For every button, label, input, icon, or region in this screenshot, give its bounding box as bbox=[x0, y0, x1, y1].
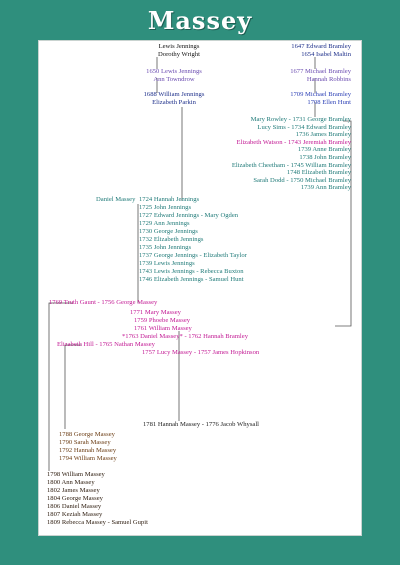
tree-name: 1794 William Massey bbox=[59, 455, 117, 462]
tree-name: 1806 Daniel Massey bbox=[47, 503, 102, 510]
tree-name: 1738 John Bramley bbox=[299, 154, 351, 161]
tree-name: 1809 Rebecca Massey - Samuel Gupit bbox=[47, 519, 148, 526]
tree-name: 1730 George Jennings bbox=[139, 228, 198, 235]
tree-name: 1677 Michael Bramley bbox=[290, 68, 351, 75]
tree-name: 1804 George Massey bbox=[47, 495, 103, 502]
tree-name: 1688 William Jennings bbox=[143, 91, 205, 98]
tree-name: 1802 James Massey bbox=[47, 487, 100, 494]
tree-name: 1724 Hannah Jennings bbox=[139, 196, 200, 203]
tree-name: 1727 Edward Jennings - Mary Ogden bbox=[139, 212, 239, 219]
tree-name: *1763 Daniel Massey* - 1762 Hannah Bramley bbox=[122, 333, 248, 340]
tree-name: 1757 Lucy Massey - 1757 James Hopkinson bbox=[142, 349, 260, 356]
tree-name: Daniel Massey bbox=[96, 196, 136, 203]
tree-name: 1743 Lewis Jennings - Rebecca Buxton bbox=[139, 268, 244, 275]
tree-name: Elizabeth Watson - 1743 Jeremiah Bramley bbox=[236, 138, 351, 146]
tree-name: 1725 John Jennings bbox=[139, 204, 192, 211]
tree-name: 1735 John Jennings bbox=[139, 244, 192, 251]
tree-name: Elizabeth Parkin bbox=[152, 98, 196, 106]
tree-name: 1729 Ann Jennings bbox=[139, 220, 190, 227]
tree-name: 1709 Michael Bramley bbox=[290, 91, 351, 98]
tree-name: 1732 Elizabeth Jennings bbox=[139, 236, 204, 243]
tree-name: 1654 Isabel Maltin bbox=[301, 50, 351, 58]
tree-name: Dorothy Wright bbox=[158, 50, 200, 58]
tree-name: 1737 George Jennings - Elizabeth Taylor bbox=[139, 252, 247, 259]
tree-name: 1739 Ann Bramley bbox=[300, 184, 351, 192]
tree-name: 1748 Elizabeth Bramley bbox=[286, 169, 351, 177]
tree-name: 1736 James Bramley bbox=[295, 131, 351, 139]
tree-name: 1800 Ann Massey bbox=[47, 479, 95, 486]
tree-name: 1761 William Massey bbox=[134, 325, 192, 332]
tree-name: Sarah Dodd - 1750 Michael Bramley bbox=[253, 176, 351, 184]
tree-name: 1781 Hannah Massey - 1776 Jacob Whysall bbox=[143, 421, 259, 428]
tree-name: 1790 Sarah Massey bbox=[59, 439, 111, 446]
tree-name: Hannah Robbins bbox=[306, 75, 351, 83]
connector-line bbox=[65, 345, 81, 429]
tree-name: 1650 Lewis Jennings bbox=[146, 68, 202, 75]
tree-name: 1798 William Massey bbox=[47, 471, 105, 478]
tree-name: 1788 George Massey bbox=[59, 431, 115, 438]
tree-name: 1746 Elizabeth Jennings - Samuel Hunt bbox=[139, 276, 244, 283]
tree-name: 1771 Mary Massey bbox=[130, 309, 181, 316]
tree-name: Lucy Sims - 1734 Edward Bramley bbox=[257, 123, 351, 131]
tree-name: Elizabeth Hill - 1765 Nathan Massey bbox=[57, 341, 155, 348]
family-tree-sheet bbox=[38, 40, 362, 536]
tree-name: Lewis Jennings bbox=[158, 43, 200, 50]
tree-name: 1739 Anne Bramley bbox=[297, 146, 351, 154]
tree-name: 1708 Ellen Hunt bbox=[307, 98, 351, 106]
tree-name: 1739 Lewis Jennings bbox=[139, 260, 195, 267]
tree-name: 1807 Keziah Massey bbox=[47, 511, 103, 518]
tree-name: Mary Rowley - 1731 George Bramley bbox=[250, 116, 351, 123]
tree-name: Elizabeth Cheetham - 1745 William Bramley bbox=[231, 161, 351, 169]
page-title: Massey bbox=[147, 6, 253, 35]
tree-name: 1769 Truth Gaunt - 1756 George Massey bbox=[49, 299, 158, 306]
tree-name: 1759 Phoebe Massey bbox=[134, 317, 191, 324]
tree-name: Ann Towndrow bbox=[153, 75, 195, 83]
tree-name: 1792 Hannah Massey bbox=[59, 447, 117, 454]
tree-name: 1647 Edward Bramley bbox=[291, 43, 351, 50]
